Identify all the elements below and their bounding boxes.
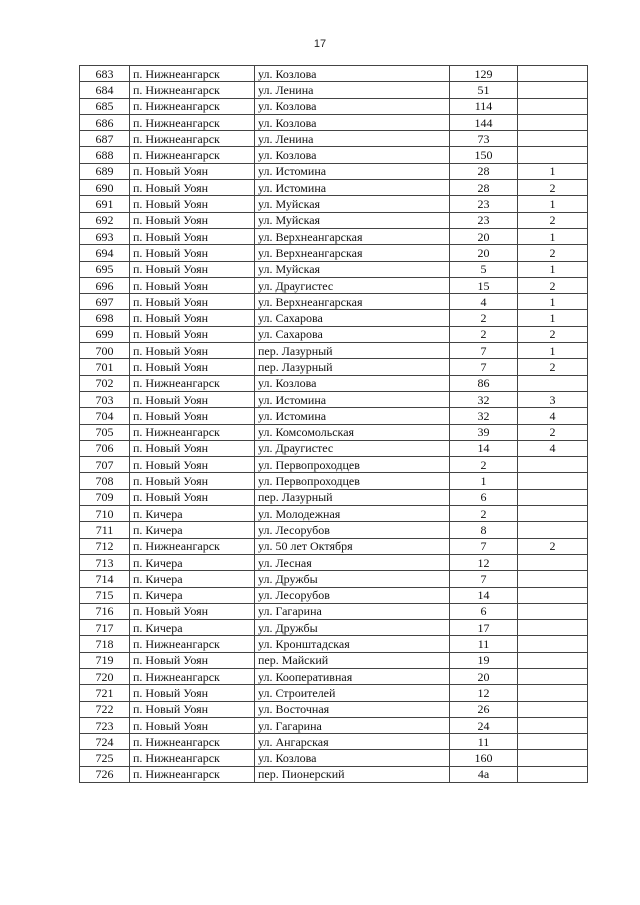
house-number-cell: 6 [450,603,518,619]
row-number: 706 [80,440,130,456]
row-number: 707 [80,457,130,473]
street-cell: ул. Драугистес [255,440,450,456]
row-number: 715 [80,587,130,603]
house-number-cell: 2 [450,310,518,326]
table-row [80,750,588,766]
house-number-cell: 1 [450,473,518,489]
apartment-cell [518,473,588,489]
table-row [80,685,588,701]
apartment-cell [518,587,588,603]
apartment-cell [518,668,588,684]
settlement-cell: п. Нижнеангарск [130,668,255,684]
table-row [80,147,588,163]
house-number-cell: 23 [450,196,518,212]
apartment-cell: 2 [518,424,588,440]
street-cell: ул. Козлова [255,114,450,130]
settlement-cell: п. Нижнеангарск [130,375,255,391]
street-cell: ул. Лесорубов [255,587,450,603]
row-number: 701 [80,359,130,375]
settlement-cell: п. Нижнеангарск [130,147,255,163]
settlement-cell: п. Нижнеангарск [130,82,255,98]
apartment-cell [518,620,588,636]
settlement-cell: п. Новый Уоян [130,457,255,473]
settlement-cell: п. Новый Уоян [130,326,255,342]
apartment-cell: 1 [518,163,588,179]
house-number-cell: 8 [450,522,518,538]
settlement-cell: п. Новый Уоян [130,603,255,619]
house-number-cell: 14 [450,587,518,603]
settlement-cell: п. Новый Уоян [130,391,255,407]
table-row [80,261,588,277]
table-row [80,294,588,310]
house-number-cell: 7 [450,571,518,587]
table-row [80,571,588,587]
row-number: 700 [80,343,130,359]
street-cell: ул. Истомина [255,180,450,196]
row-number: 726 [80,766,130,782]
settlement-cell: п. Новый Уоян [130,180,255,196]
settlement-cell: п. Новый Уоян [130,359,255,375]
settlement-cell: п. Нижнеангарск [130,98,255,114]
table-row [80,473,588,489]
apartment-cell [518,98,588,114]
street-cell: ул. Восточная [255,701,450,717]
house-number-cell: 23 [450,212,518,228]
apartment-cell: 1 [518,228,588,244]
apartment-cell: 4 [518,440,588,456]
street-cell: пер. Лазурный [255,343,450,359]
table-row [80,440,588,456]
apartment-cell [518,375,588,391]
settlement-cell: п. Новый Уоян [130,294,255,310]
street-cell: ул. Козлова [255,147,450,163]
apartment-cell [518,701,588,717]
street-cell: ул. Ангарская [255,734,450,750]
house-number-cell: 150 [450,147,518,163]
table-row [80,636,588,652]
house-number-cell: 51 [450,82,518,98]
table-row [80,538,588,554]
row-number: 718 [80,636,130,652]
row-number: 719 [80,652,130,668]
settlement-cell: п. Нижнеангарск [130,424,255,440]
settlement-cell: п. Новый Уоян [130,652,255,668]
settlement-cell: п. Кичера [130,506,255,522]
house-number-cell: 24 [450,717,518,733]
settlement-cell: п. Новый Уоян [130,473,255,489]
settlement-cell: п. Новый Уоян [130,408,255,424]
house-number-cell: 17 [450,620,518,636]
settlement-cell: п. Нижнеангарск [130,734,255,750]
apartment-cell [518,652,588,668]
table-row [80,766,588,782]
house-number-cell: 4 [450,294,518,310]
street-cell: ул. Комсомольская [255,424,450,440]
apartment-cell: 3 [518,391,588,407]
settlement-cell: п. Новый Уоян [130,228,255,244]
table-row [80,587,588,603]
apartment-cell [518,66,588,82]
row-number: 708 [80,473,130,489]
settlement-cell: п. Нижнеангарск [130,66,255,82]
house-number-cell: 14 [450,440,518,456]
street-cell: ул. Кронштадская [255,636,450,652]
apartment-cell: 2 [518,277,588,293]
table-row [80,717,588,733]
table-row [80,98,588,114]
table-row [80,668,588,684]
house-number-cell: 2 [450,457,518,473]
settlement-cell: п. Новый Уоян [130,685,255,701]
table-row [80,310,588,326]
row-number: 697 [80,294,130,310]
street-cell: пер. Пионерский [255,766,450,782]
street-cell: ул. Муйская [255,196,450,212]
apartment-cell: 1 [518,294,588,310]
settlement-cell: п. Кичера [130,620,255,636]
street-cell: ул. Сахарова [255,310,450,326]
table-row [80,163,588,179]
street-cell: пер. Лазурный [255,489,450,505]
row-number: 721 [80,685,130,701]
street-cell: ул. Муйская [255,261,450,277]
table-row [80,277,588,293]
apartment-cell: 1 [518,196,588,212]
house-number-cell: 20 [450,245,518,261]
street-cell: ул. Лесорубов [255,522,450,538]
street-cell: ул. Кооперативная [255,668,450,684]
house-number-cell: 129 [450,66,518,82]
apartment-cell [518,571,588,587]
table-row [80,489,588,505]
row-number: 714 [80,571,130,587]
street-cell: ул. Дружбы [255,571,450,587]
house-number-cell: 2 [450,326,518,342]
row-number: 696 [80,277,130,293]
street-cell: ул. Верхнеангарская [255,294,450,310]
table-row [80,180,588,196]
table-row [80,245,588,261]
house-number-cell: 4а [450,766,518,782]
row-number: 702 [80,375,130,391]
table-row [80,391,588,407]
settlement-cell: п. Новый Уоян [130,212,255,228]
row-number: 688 [80,147,130,163]
settlement-cell: п. Нижнеангарск [130,766,255,782]
row-number: 716 [80,603,130,619]
street-cell: ул. Истомина [255,408,450,424]
house-number-cell: 86 [450,375,518,391]
row-number: 691 [80,196,130,212]
table-row [80,734,588,750]
apartment-cell [518,766,588,782]
table-row [80,506,588,522]
apartment-cell [518,685,588,701]
row-number: 722 [80,701,130,717]
street-cell: ул. Истомина [255,163,450,179]
apartment-cell [518,522,588,538]
street-cell: ул. Козлова [255,375,450,391]
row-number: 694 [80,245,130,261]
page-number: 17 [313,38,327,50]
apartment-cell: 2 [518,212,588,228]
house-number-cell: 12 [450,685,518,701]
house-number-cell: 7 [450,538,518,554]
street-cell: ул. Верхнеангарская [255,228,450,244]
table-row [80,114,588,130]
apartment-cell: 2 [518,538,588,554]
row-number: 684 [80,82,130,98]
table-row [80,131,588,147]
street-cell: ул. Первопроходцев [255,473,450,489]
street-cell: ул. Верхнеангарская [255,245,450,261]
apartment-cell [518,82,588,98]
row-number: 686 [80,114,130,130]
street-cell: ул. Первопроходцев [255,457,450,473]
row-number: 699 [80,326,130,342]
settlement-cell: п. Новый Уоян [130,277,255,293]
house-number-cell: 19 [450,652,518,668]
settlement-cell: п. Новый Уоян [130,489,255,505]
street-cell: ул. Драугистес [255,277,450,293]
settlement-cell: п. Новый Уоян [130,440,255,456]
table-row [80,375,588,391]
table-row [80,522,588,538]
row-number: 685 [80,98,130,114]
table-row [80,620,588,636]
row-number: 683 [80,66,130,82]
row-number: 725 [80,750,130,766]
street-cell: ул. Дружбы [255,620,450,636]
address-table-body [80,66,588,783]
street-cell: ул. Лесная [255,554,450,570]
table-row [80,326,588,342]
house-number-cell: 114 [450,98,518,114]
table-row [80,82,588,98]
row-number: 712 [80,538,130,554]
apartment-cell [518,734,588,750]
row-number: 713 [80,554,130,570]
settlement-cell: п. Новый Уоян [130,310,255,326]
house-number-cell: 11 [450,734,518,750]
house-number-cell: 6 [450,489,518,505]
apartment-cell: 4 [518,408,588,424]
settlement-cell: п. Новый Уоян [130,701,255,717]
apartment-cell: 2 [518,180,588,196]
house-number-cell: 20 [450,228,518,244]
table-row [80,196,588,212]
row-number: 690 [80,180,130,196]
street-cell: ул. Строителей [255,685,450,701]
house-number-cell: 2 [450,506,518,522]
house-number-cell: 32 [450,408,518,424]
house-number-cell: 11 [450,636,518,652]
row-number: 692 [80,212,130,228]
house-number-cell: 12 [450,554,518,570]
row-number: 723 [80,717,130,733]
street-cell: пер. Лазурный [255,359,450,375]
settlement-cell: п. Новый Уоян [130,261,255,277]
street-cell: ул. Гагарина [255,717,450,733]
table-row [80,652,588,668]
settlement-cell: п. Кичера [130,587,255,603]
row-number: 724 [80,734,130,750]
settlement-cell: п. Кичера [130,554,255,570]
apartment-cell [518,114,588,130]
apartment-cell: 2 [518,359,588,375]
table-row [80,424,588,440]
row-number: 711 [80,522,130,538]
apartment-cell: 1 [518,343,588,359]
house-number-cell: 15 [450,277,518,293]
street-cell: ул. Козлова [255,750,450,766]
table-row [80,554,588,570]
apartment-cell [518,506,588,522]
street-cell: ул. Козлова [255,98,450,114]
street-cell: ул. Сахарова [255,326,450,342]
row-number: 698 [80,310,130,326]
apartment-cell: 1 [518,261,588,277]
house-number-cell: 32 [450,391,518,407]
apartment-cell [518,750,588,766]
house-number-cell: 28 [450,180,518,196]
table-row [80,408,588,424]
row-number: 703 [80,391,130,407]
apartment-cell: 2 [518,326,588,342]
settlement-cell: п. Нижнеангарск [130,114,255,130]
apartment-cell [518,554,588,570]
house-number-cell: 7 [450,359,518,375]
settlement-cell: п. Новый Уоян [130,163,255,179]
apartment-cell [518,489,588,505]
street-cell: ул. Козлова [255,66,450,82]
table-row [80,701,588,717]
address-table [79,65,588,783]
house-number-cell: 160 [450,750,518,766]
apartment-cell [518,147,588,163]
row-number: 710 [80,506,130,522]
row-number: 717 [80,620,130,636]
table-row [80,457,588,473]
row-number: 705 [80,424,130,440]
apartment-cell [518,457,588,473]
house-number-cell: 73 [450,131,518,147]
apartment-cell: 2 [518,245,588,261]
street-cell: ул. Истомина [255,391,450,407]
house-number-cell: 39 [450,424,518,440]
settlement-cell: п. Новый Уоян [130,717,255,733]
settlement-cell: п. Кичера [130,571,255,587]
settlement-cell: п. Новый Уоян [130,196,255,212]
row-number: 704 [80,408,130,424]
apartment-cell [518,636,588,652]
apartment-cell [518,717,588,733]
table-row [80,343,588,359]
house-number-cell: 26 [450,701,518,717]
house-number-cell: 144 [450,114,518,130]
apartment-cell [518,131,588,147]
house-number-cell: 5 [450,261,518,277]
settlement-cell: п. Кичера [130,522,255,538]
street-cell: ул. Ленина [255,82,450,98]
table-row [80,212,588,228]
row-number: 689 [80,163,130,179]
row-number: 709 [80,489,130,505]
settlement-cell: п. Новый Уоян [130,245,255,261]
row-number: 687 [80,131,130,147]
row-number: 720 [80,668,130,684]
settlement-cell: п. Нижнеангарск [130,750,255,766]
settlement-cell: п. Новый Уоян [130,343,255,359]
street-cell: ул. Муйская [255,212,450,228]
row-number: 695 [80,261,130,277]
apartment-cell: 1 [518,310,588,326]
apartment-cell [518,603,588,619]
street-cell: ул. Молодежная [255,506,450,522]
house-number-cell: 28 [450,163,518,179]
row-number: 693 [80,228,130,244]
settlement-cell: п. Нижнеангарск [130,538,255,554]
settlement-cell: п. Нижнеангарск [130,131,255,147]
street-cell: ул. 50 лет Октября [255,538,450,554]
street-cell: ул. Гагарина [255,603,450,619]
street-cell: ул. Ленина [255,131,450,147]
street-cell: пер. Майский [255,652,450,668]
table-row [80,359,588,375]
house-number-cell: 20 [450,668,518,684]
table-row [80,66,588,82]
house-number-cell: 7 [450,343,518,359]
table-row [80,603,588,619]
settlement-cell: п. Нижнеангарск [130,636,255,652]
table-row [80,228,588,244]
